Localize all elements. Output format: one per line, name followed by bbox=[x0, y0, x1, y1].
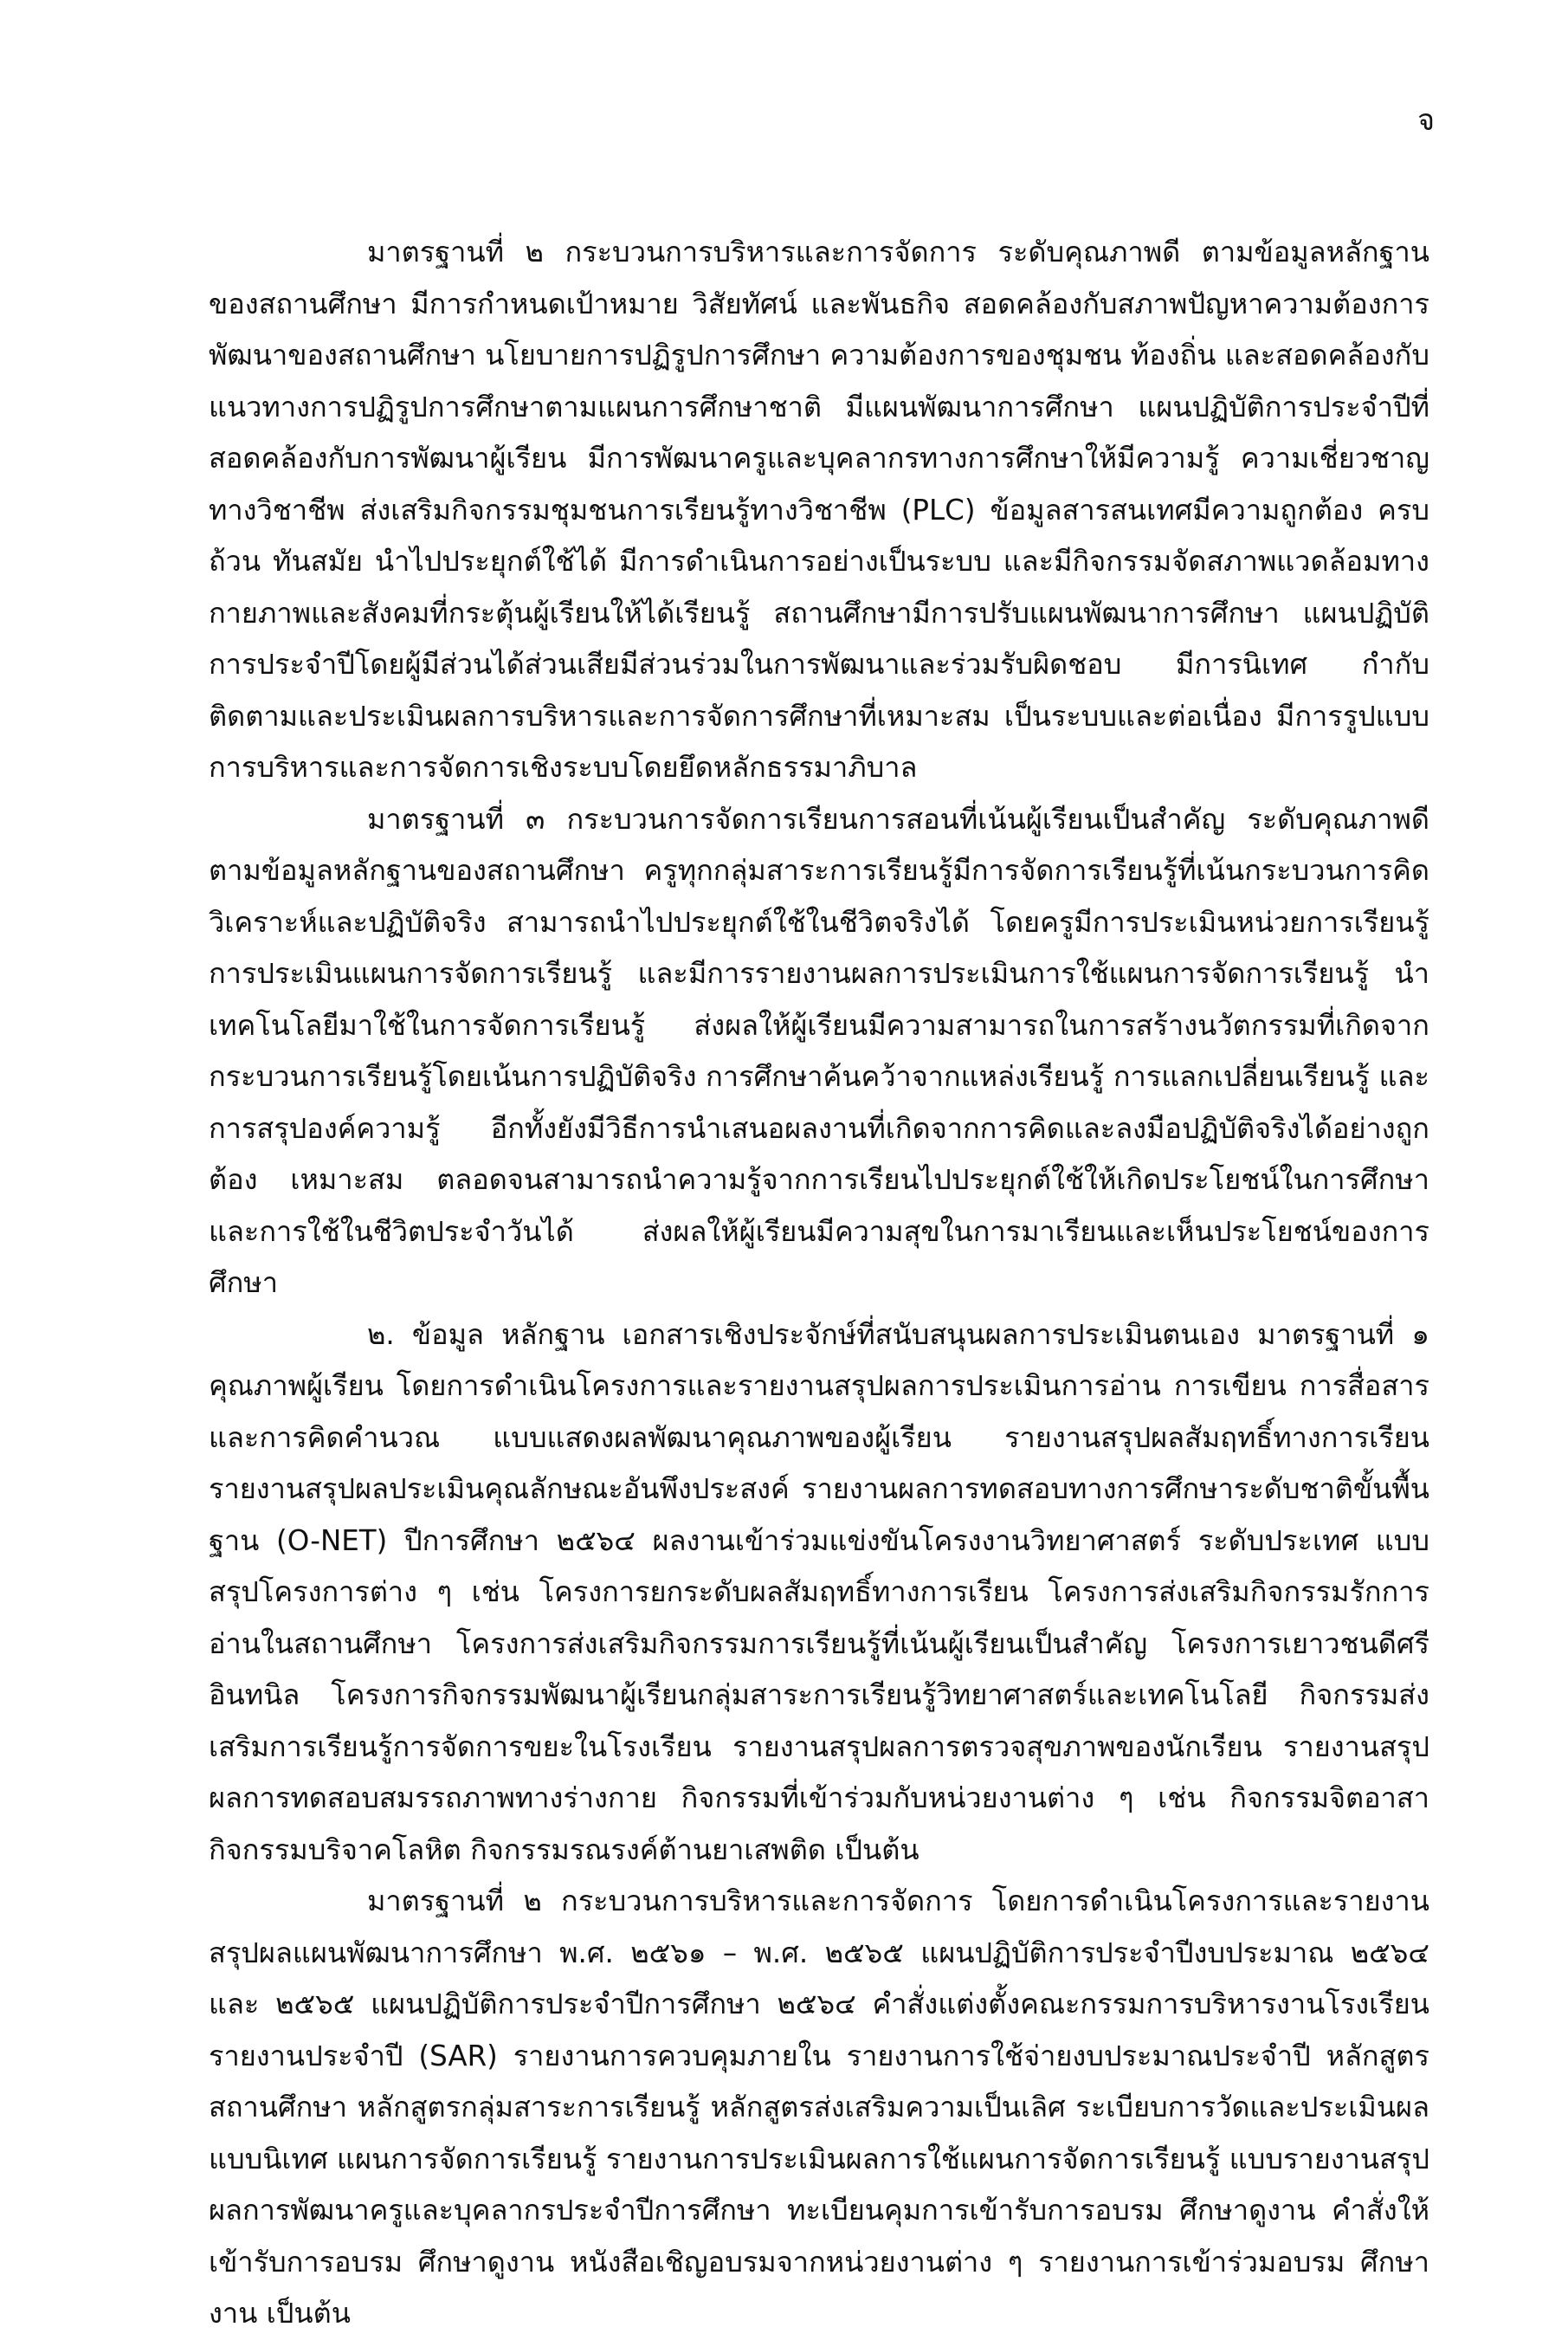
page-number: จ bbox=[1417, 103, 1435, 138]
body-text bbox=[209, 227, 1429, 2340]
paragraph-standard-3-summary: มาตรฐานที่ ๓ กระบวนการจัดการเรียนการสอนที่เน้นผู้เรียนเป็นสำคัญ ระดับคุณภาพดี ตามข้อมูลหลักฐานของสถานศึกษา ครูทุกกลุ่มสาระการเรียนรู้มีการจัดการเรียนรู้ที่เน้นกระบวนการคิดวิเคราะห์และปฏิบัติจริง สามารถนำไปประยุกต์ใช้ในชีวิตจริงได้ โดยครูมีการประเมินหน่วยการเรียนรู้ การประเมินแผนการจัดการเรียนรู้ และมีการรายงานผลการประเมินการใช้แผนการจัดการเรียนรู้ นำเทคโนโลยีมาใช้ในการจัดการเรียนรู้ ส่งผลให้ผู้เรียนมีความสามารถในการสร้างนวัตกรรมที่เกิดจากกระบวนการเรียนรู้โดยเน้นการปฏิบัติจริง การศึกษาค้นคว้าจากแหล่งเรียนรู้ การแลกเปลี่ยนเรียนรู้ และการสรุปองค์ความรู้ อีกทั้งยังมีวิธีการนำเสนอผลงานที่เกิดจากการคิดและลงมือปฏิบัติจริงได้อย่างถูกต้อง เหมาะสม ตลอดจนสามารถนำความรู้จากการเรียนไปประยุกต์ใช้ให้เกิดประโยชน์ในการศึกษาและการใช้ในชีวิตประจำวันได้ ส่งผลให้ผู้เรียนมีความสุขในการมาเรียนและเห็นประโยชน์ของการศึกษา bbox=[209, 802, 1429, 1299]
paragraph-standard-2-summary: มาตรฐานที่ ๒ กระบวนการบริหารและการจัดการ ระดับคุณภาพดี ตามข้อมูลหลักฐานของสถานศึกษา มีการกำหนดเป้าหมาย วิสัยทัศน์ และพันธกิจ สอดคล้องกับสภาพปัญหาความต้องการพัฒนาของสถานศึกษา นโยบายการปฏิรูปการศึกษา ความต้องการของชุมชน ท้องถิ่น และสอดคล้องกับแนวทางการปฏิรูปการศึกษาตามแผนการศึกษาชาติ มีแผนพัฒนาการศึกษา แผนปฏิบัติการประจำปีที่สอดคล้องกับการพัฒนาผู้เรียน มีการพัฒนาครูและบุคลากรทางการศึกษาให้มีความรู้ ความเชี่ยวชาญทางวิชาชีพ ส่งเสริมกิจกรรมชุมชนการเรียนรู้ทางวิชาชีพ (PLC) ข้อมูลสารสนเทศมีความถูกต้อง ครบถ้วน ทันสมัย นำไปประยุกต์ใช้ได้ มีการดำเนินการอย่างเป็นระบบ และมีกิจกรรมจัดสภาพแวดล้อมทางกายภาพและสังคมที่กระตุ้นผู้เรียนให้ได้เรียนรู้ สถานศึกษามีการปรับแผนพัฒนาการศึกษา แผนปฏิบัติการประจำปีโดยผู้มีส่วนได้ส่วนเสียมีส่วนร่วมในการพัฒนาและร่วมรับผิดชอบ มีการนิเทศ กำกับ ติดตามและประเมินผลการบริหารและการจัดการศึกษาที่เหมาะสม เป็นระบบและต่อเนื่อง มีการรูปแบบการบริหารและการจัดการเชิงระบบโดยยึดหลักธรรมาภิบาล bbox=[209, 236, 1429, 784]
paragraph-evidence-standard-2: มาตรฐานที่ ๒ กระบวนการบริหารและการจัดการ โดยการดำเนินโครงการและรายงานสรุปผลแผนพัฒนาการศึกษา พ.ศ. ๒๕๖๑ – พ.ศ. ๒๕๖๕ แผนปฏิบัติการประจำปีงบประมาณ ๒๕๖๔ และ ๒๕๖๕ แผนปฏิบัติการประจำปีการศึกษา ๒๕๖๔ คำสั่งแต่งตั้งคณะกรรมการบริหารงานโรงเรียน รายงานประจำปี (SAR) รายงานการควบคุมภายใน รายงานการใช้จ่ายงบประมาณประจำปี หลักสูตรสถานศึกษา หลักสูตรกลุ่มสาระการเรียนรู้ หลักสูตรส่งเสริมความเป็นเลิศ ระเบียบการวัดและประเมินผล แบบนิเทศ แผนการจัดการเรียนรู้ รายงานการประเมินผลการใช้แผนการจัดการเรียนรู้ แบบรายงานสรุปผลการพัฒนาครูและบุคลากรประจำปีการศึกษา ทะเบียนคุมการเข้ารับการอบรม ศึกษาดูงาน คำสั่งให้เข้ารับการอบรม ศึกษาดูงาน หนังสือเชิญอบรมจากหน่วยงานต่าง ๆ รายงานการเข้าร่วมอบรม ศึกษางาน เป็นต้น bbox=[209, 1884, 1429, 2330]
paragraph-evidence-standard-1: ๒. ข้อมูล หลักฐาน เอกสารเชิงประจักษ์ที่สนับสนุนผลการประเมินตนเอง มาตรฐานที่ ๑ คุณภาพผู้เรียน โดยการดำเนินโครงการและรายงานสรุปผลการประเมินการอ่าน การเขียน การสื่อสารและการคิดคำนวณ แบบแสดงผลพัฒนาคุณภาพของผู้เรียน รายงานสรุปผลสัมฤทธิ์ทางการเรียน รายงานสรุปผลประเมินคุณลักษณะอันพึงประสงค์ รายงานผลการทดสอบทางการศึกษาระดับชาติขั้นพื้นฐาน (O-NET) ปีการศึกษา ๒๕๖๔ ผลงานเข้าร่วมแข่งขันโครงงานวิทยาศาสตร์ ระดับประเทศ แบบสรุปโครงการต่าง ๆ เช่น โครงการยกระดับผลสัมฤทธิ์ทางการเรียน โครงการส่งเสริมกิจกรรมรักการอ่านในสถานศึกษา โครงการส่งเสริมกิจกรรมการเรียนรู้ที่เน้นผู้เรียนเป็นสำคัญ โครงการเยาวชนดีศรีอินทนิล โครงการกิจกรรมพัฒนาผู้เรียนกลุ่มสาระการเรียนรู้วิทยาศาสตร์และเทคโนโลยี กิจกรรมส่งเสริมการเรียนรู้การจัดการขยะในโรงเรียน รายงานสรุปผลการตรวจสุขภาพของนักเรียน รายงานสรุปผลการทดสอบสมรรถภาพทางร่างกาย กิจกรรมที่เข้าร่วมกับหน่วยงานต่าง ๆ เช่น กิจกรรมจิตอาสา กิจกรรมบริจาคโลหิต กิจกรรมรณรงค์ต้านยาเสพติด เป็นต้น bbox=[209, 1317, 1429, 1866]
